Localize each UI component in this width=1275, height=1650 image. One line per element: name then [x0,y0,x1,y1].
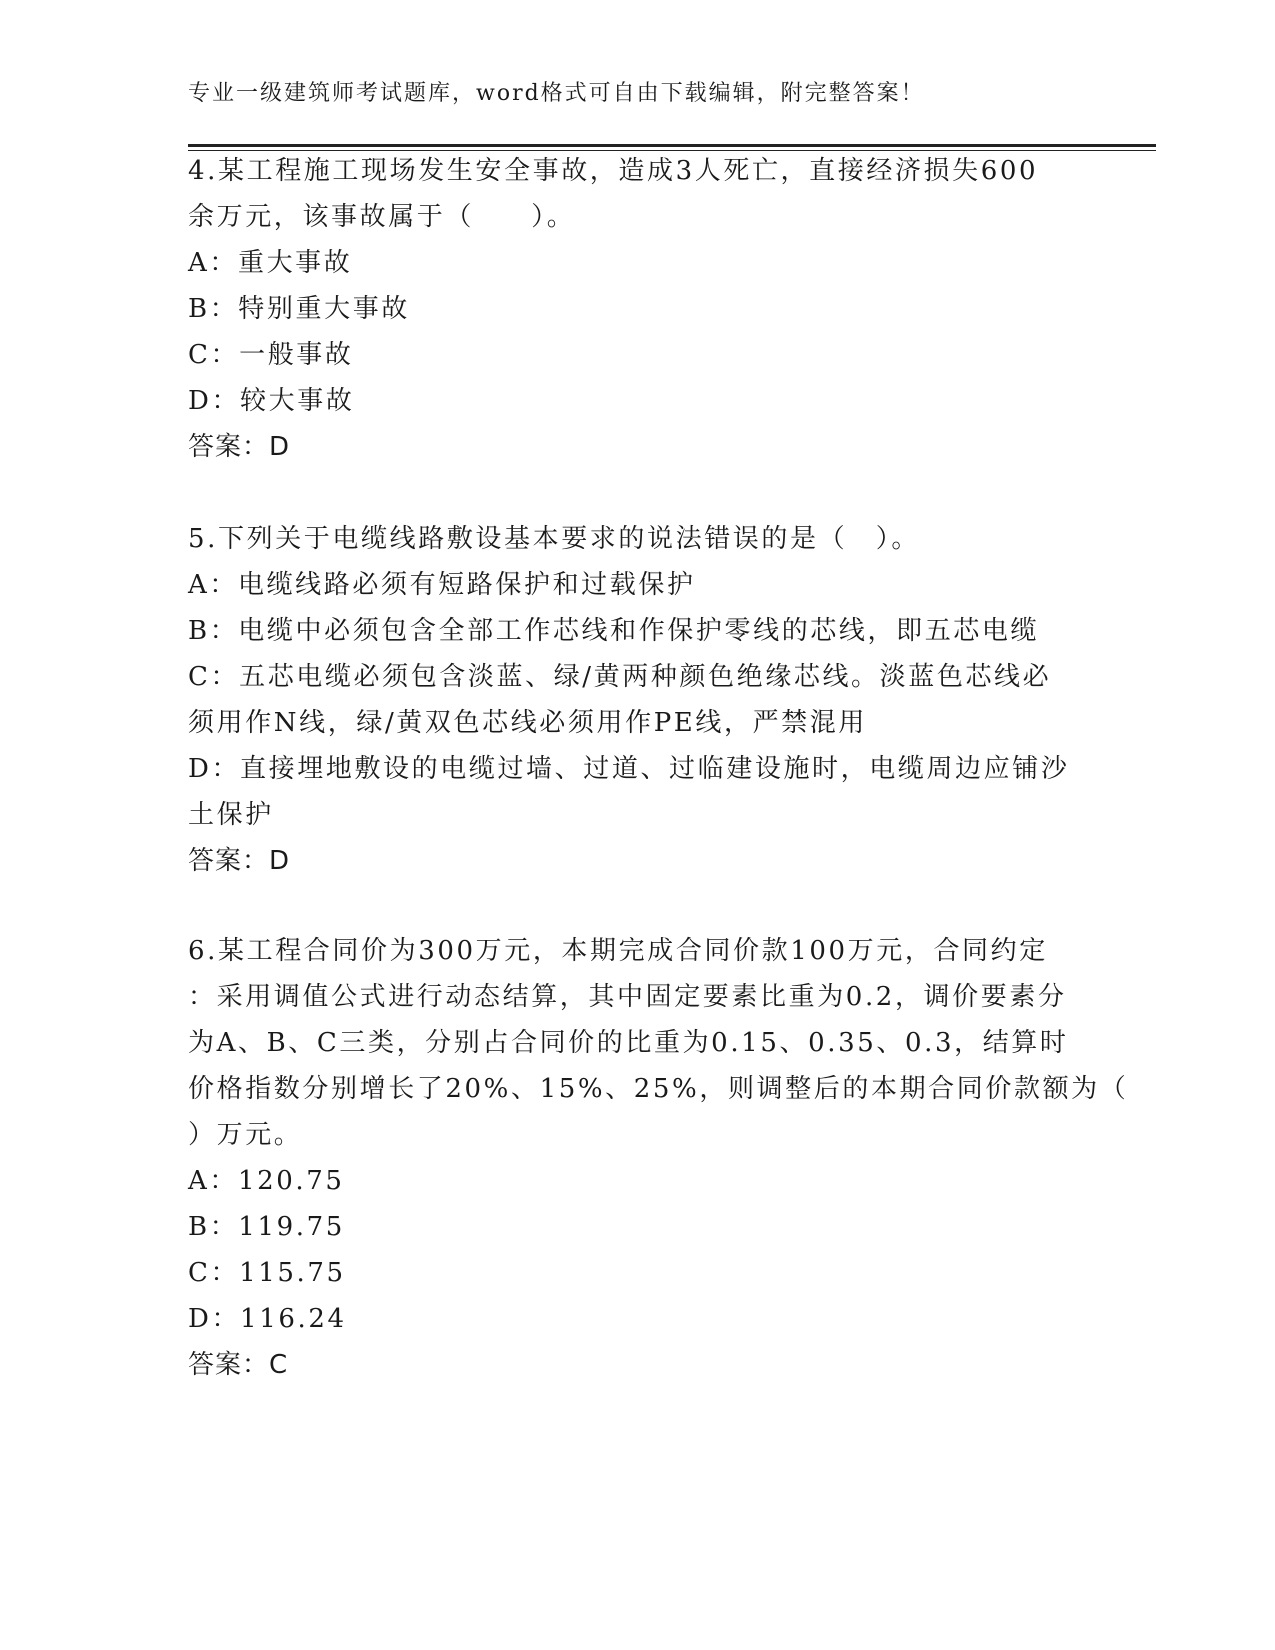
option-d: D：116.24 [188,1304,347,1334]
question-stem-line: ）万元。 [188,1120,303,1150]
option-b: B：119.75 [188,1212,345,1242]
question-stem-line: 余万元，该事故属于（ ）。 [188,202,576,232]
question-stem-line: 价格指数分别增长了20%、15%、25%，则调整后的本期合同价款额为（ [188,1074,1129,1104]
option-a: A：电缆线路必须有短路保护和过载保护 [188,570,696,600]
header-rule-thick [188,144,1156,147]
question-6 [188,928,1129,1388]
question-5 [188,516,1088,884]
option-d: D：直接埋地敷设的电缆过墙、过道、过临建设施时，电缆周边应铺沙 [188,754,1070,784]
option-c: C：五芯电缆必须包含淡蓝、绿/黄两种颜色绝缘芯线。淡蓝色芯线必 [188,662,1052,692]
option-a: A：120.75 [188,1166,345,1196]
option-c: C：一般事故 [188,340,354,370]
question-stem-line: ：采用调值公式进行动态结算，其中固定要素比重为0.2，调价要素分 [188,982,1067,1012]
question-stem-line: 4.某工程施工现场发生安全事故，造成3人死亡，直接经济损失600 [188,156,1039,186]
option-d-continued: 土保护 [188,800,274,830]
option-d: D：较大事故 [188,386,355,416]
question-4 [188,148,1088,470]
page-header: 专业一级建筑师考试题库，word格式可自由下载编辑，附完整答案！ [188,81,925,106]
answer-line: 答案：C [188,1350,289,1380]
question-stem-line: 为A、B、C三类，分别占合同价的比重为0.15、0.35、0.3，结算时 [188,1028,1069,1058]
question-stem-line: 5.下列关于电缆线路敷设基本要求的说法错误的是（ ）。 [188,524,921,554]
option-c-continued: 须用作N线，绿/黄双色芯线必须用作PE线，严禁混用 [188,708,867,738]
option-b: B：特别重大事故 [188,294,410,324]
question-stem-line: 6.某工程合同价为300万元，本期完成合同价款100万元，合同约定 [188,936,1048,966]
option-b: B：电缆中必须包含全部工作芯线和作保护零线的芯线，即五芯电缆 [188,616,1040,646]
option-a: A：重大事故 [188,248,353,278]
option-c: C：115.75 [188,1258,346,1288]
answer-line: 答案：D [188,846,291,876]
answer-line: 答案：D [188,432,291,462]
